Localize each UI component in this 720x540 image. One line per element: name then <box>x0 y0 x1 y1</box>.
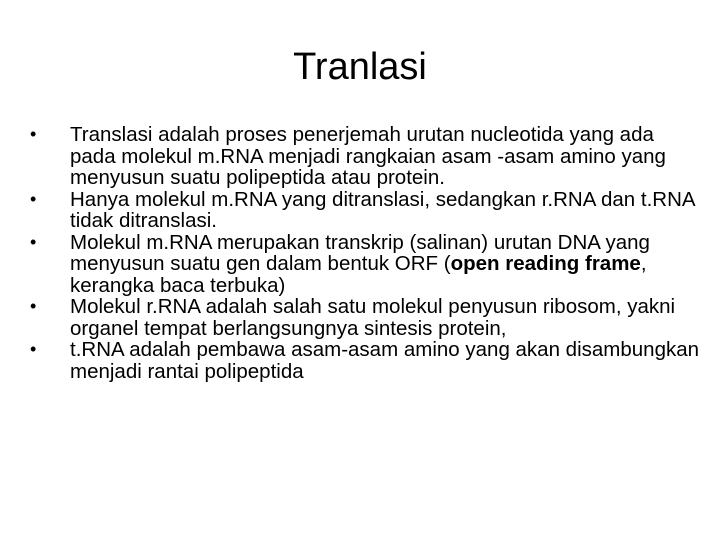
bullet-icon: • <box>30 339 37 359</box>
bullet-text: Molekul r.RNA adalah salah satu molekul penyusun ribosom, yakni organel tempat berlangsungnya sintesis protein, <box>70 295 676 340</box>
bullet-text-before: Molekul m.RNA merupakan transkrip (salinan) urutan DNA yang menyusun suatu gen dalam bentuk ORF ( <box>70 230 650 275</box>
bullet-item-mrna-transkrip <box>30 232 700 297</box>
bullet-item-trna <box>30 339 700 382</box>
bullet-icon: • <box>30 124 37 144</box>
bullet-text: Hanya molekul m.RNA yang ditranslasi, sedangkan r.RNA dan t.RNA tidak ditranslasi. <box>70 187 695 232</box>
bullet-item-rrna <box>30 296 700 339</box>
bullet-text: t.RNA adalah pembawa asam-asam amino yang akan disambungkan menjadi rantai polipeptida <box>70 338 700 383</box>
bullet-text: Translasi adalah proses penerjemah urutan nucleotida yang ada pada molekul m.RNA menjadi rangkaian asam -asam amino yang menyusun suatu polipeptida atau protein. <box>70 123 666 189</box>
bullet-item-translasi <box>30 124 700 189</box>
bullet-list <box>30 124 700 382</box>
slide-title: Tranlasi <box>293 46 427 88</box>
bullet-text-after: , kerangka baca terbuka) <box>70 252 647 297</box>
bullet-item-mrna-only <box>30 189 700 232</box>
bullet-icon: • <box>30 296 37 316</box>
bullet-text-bold: open reading frame <box>450 252 641 275</box>
bullet-icon: • <box>30 188 37 209</box>
bullet-icon: • <box>30 231 37 252</box>
